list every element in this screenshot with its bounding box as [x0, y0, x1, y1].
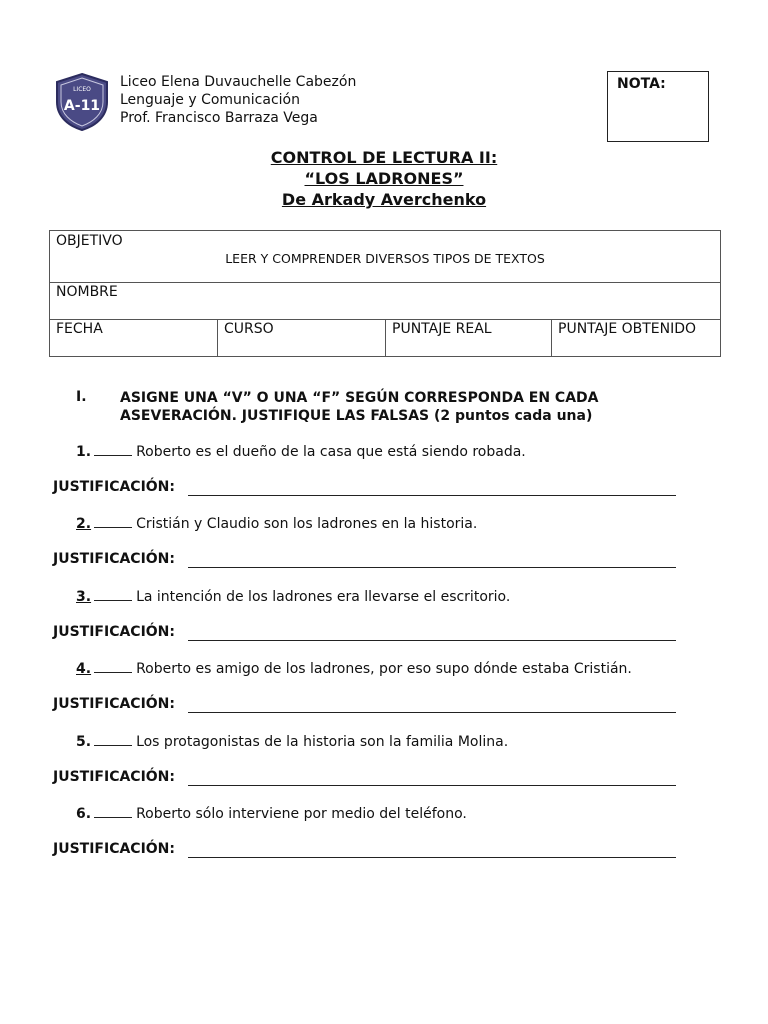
- question-3: [76, 588, 510, 605]
- student-info-table: [49, 230, 721, 357]
- question-1: [76, 443, 526, 460]
- logo-main-text: A-11: [63, 98, 101, 114]
- justification-line[interactable]: [188, 639, 676, 641]
- real-score-label: PUNTAJE REAL: [392, 321, 492, 337]
- question-number: 3.: [76, 589, 92, 605]
- school-info: [120, 73, 356, 127]
- justification-label: JUSTIFICACIÓN:: [53, 479, 176, 495]
- date-field[interactable]: [50, 320, 218, 357]
- date-label: FECHA: [56, 321, 103, 337]
- question-number: 2.: [76, 516, 92, 532]
- title-line-3: De Arkady Averchenko: [281, 190, 487, 209]
- document-title: [0, 147, 768, 210]
- section-number: I.: [76, 389, 87, 405]
- justification-line[interactable]: [188, 566, 676, 568]
- objective-label: OBJETIVO: [56, 233, 123, 249]
- justification-label: JUSTIFICACIÓN:: [53, 769, 176, 785]
- teacher-name: Prof. Francisco Barraza Vega: [120, 110, 318, 126]
- question-number: 6.: [76, 806, 92, 822]
- course-field[interactable]: [218, 320, 386, 357]
- obtained-score-field[interactable]: [552, 320, 721, 357]
- question-6: [76, 805, 467, 822]
- name-label: NOMBRE: [56, 284, 118, 300]
- name-field[interactable]: [50, 283, 721, 320]
- question-number: 4.: [76, 661, 92, 677]
- justification-label: JUSTIFICACIÓN:: [53, 624, 176, 640]
- course-label: CURSO: [224, 321, 274, 337]
- objective-text: LEER Y COMPRENDER DIVERSOS TIPOS DE TEXTOS: [225, 251, 545, 266]
- question-number: 5.: [76, 734, 92, 750]
- justification-line[interactable]: [188, 494, 676, 496]
- question-text: Los protagonistas de la historia son la familia Molina.: [136, 734, 509, 750]
- school-logo: [53, 72, 111, 132]
- real-score-field[interactable]: [386, 320, 552, 357]
- question-5: [76, 733, 508, 750]
- answer-blank[interactable]: [94, 515, 132, 528]
- answer-blank[interactable]: [94, 660, 132, 673]
- subject-name: Lenguaje y Comunicación: [120, 92, 300, 108]
- grade-box[interactable]: [607, 71, 709, 142]
- answer-blank[interactable]: [94, 733, 132, 746]
- question-4: [76, 660, 632, 677]
- question-number: 1.: [76, 444, 92, 460]
- justification-line[interactable]: [188, 856, 676, 858]
- grade-label: NOTA:: [617, 76, 666, 92]
- obtained-score-label: PUNTAJE OBTENIDO: [558, 321, 697, 337]
- justification-line[interactable]: [188, 784, 676, 786]
- question-text: Cristián y Claudio son los ladrones en la historia.: [136, 516, 478, 532]
- school-name: Liceo Elena Duvauchelle Cabezón: [120, 74, 357, 90]
- justification-label: JUSTIFICACIÓN:: [53, 841, 176, 857]
- justification-label: JUSTIFICACIÓN:: [53, 551, 176, 567]
- section-instruction: ASIGNE UNA “V” O UNA “F” SEGÚN CORRESPONDA EN CADA ASEVERACIÓN. JUSTIFIQUE LAS FALSAS (2 puntos cada una): [120, 390, 599, 424]
- question-text: La intención de los ladrones era llevarse el escritorio.: [136, 589, 511, 605]
- objective-cell: [50, 231, 721, 283]
- question-text: Roberto es amigo de los ladrones, por eso supo dónde estaba Cristián.: [136, 661, 632, 677]
- justification-line[interactable]: [188, 711, 676, 713]
- justification-label: JUSTIFICACIÓN:: [53, 696, 176, 712]
- answer-blank[interactable]: [94, 805, 132, 818]
- answer-blank[interactable]: [94, 588, 132, 601]
- question-text: Roberto sólo interviene por medio del teléfono.: [136, 806, 467, 822]
- answer-blank[interactable]: [94, 443, 132, 456]
- logo-top-text: LICEO: [73, 86, 91, 93]
- title-line-2: “LOS LADRONES”: [304, 169, 464, 188]
- title-line-1: CONTROL DE LECTURA II:: [270, 148, 498, 167]
- question-2: [76, 515, 477, 532]
- question-text: Roberto es el dueño de la casa que está siendo robada.: [136, 444, 526, 460]
